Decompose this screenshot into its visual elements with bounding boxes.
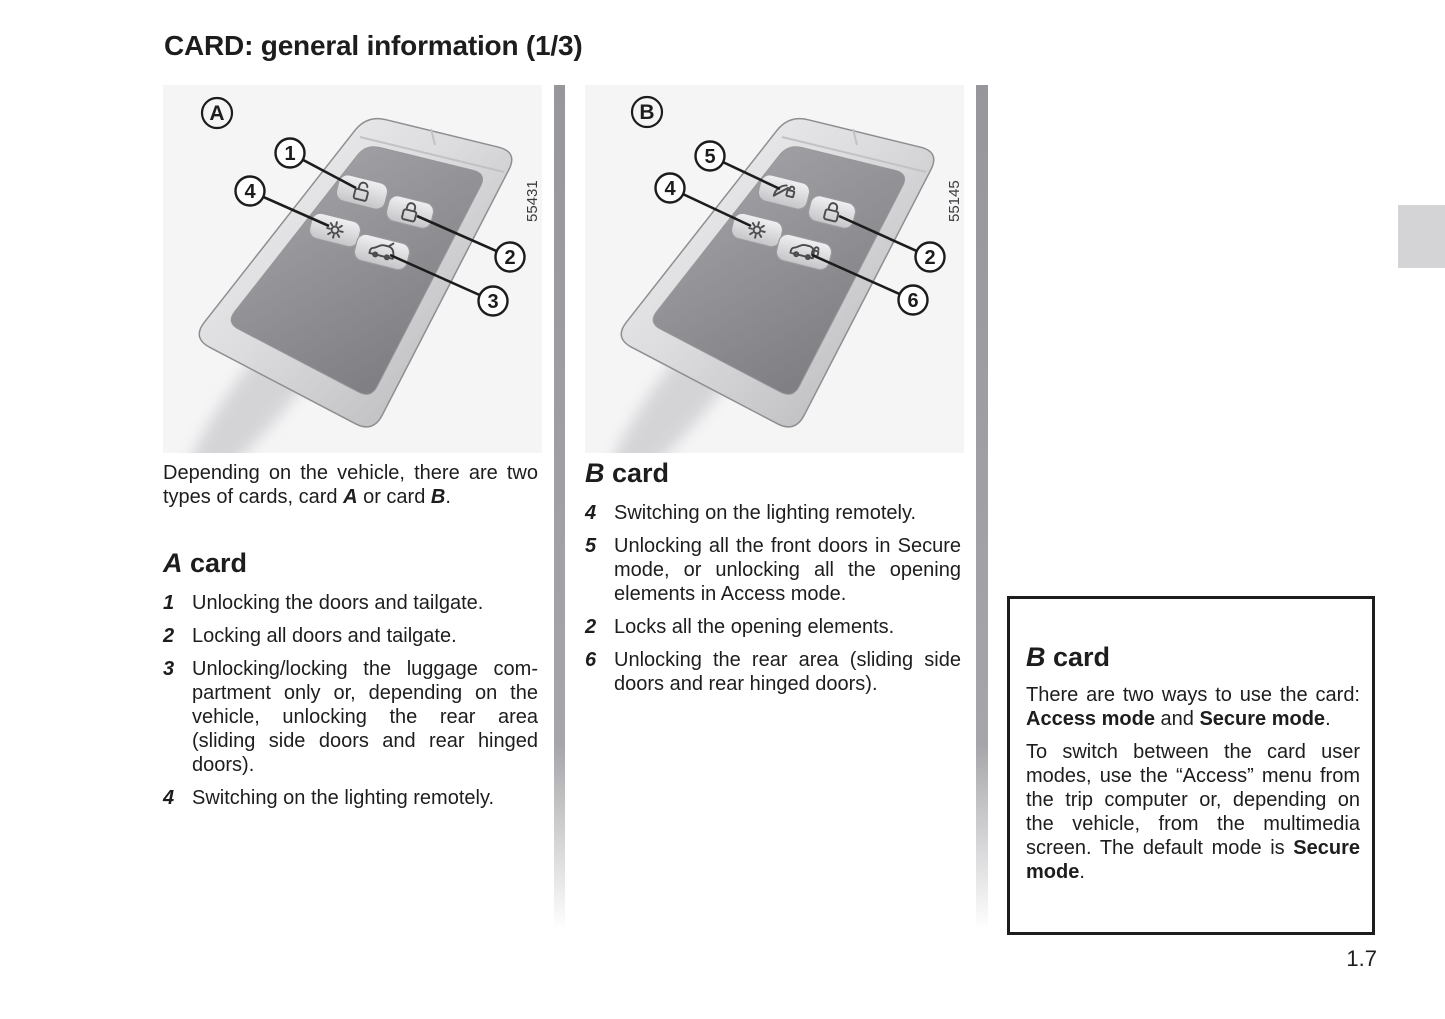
list-item <box>163 657 538 777</box>
page-title: CARD: general information (1/3) <box>164 30 583 61</box>
item-text: Switching on the lighting remotely. <box>192 787 495 809</box>
secure-mode-term: Secure mode <box>1026 837 1360 883</box>
card-a-illustration <box>163 85 542 453</box>
a-card-heading: A card <box>163 548 248 578</box>
left-text-column <box>163 461 538 819</box>
figure-label <box>632 97 662 127</box>
info-box-paragraph: To switch between the card user modes, use the “Access” menu from the trip computer or, depending on the vehicle, from the multimedia screen. The default mode is Secure mode. <box>1026 741 1360 883</box>
info-box-paragraph: There are two ways to use the card: Access mode and Secure mode. <box>1026 684 1360 730</box>
item-text: Locking all doors and tailgate. <box>192 625 457 647</box>
list-item <box>163 624 538 648</box>
page-number: 1.7 <box>1346 946 1377 971</box>
svg-text:6: 6 <box>907 290 919 312</box>
svg-text:3: 3 <box>487 291 499 313</box>
image-reference-number: 55431 <box>524 180 541 222</box>
item-number: 4 <box>163 787 175 809</box>
callout-2 <box>916 243 945 272</box>
callout-4 <box>236 177 265 206</box>
item-number: 4 <box>585 502 597 524</box>
svg-text:2: 2 <box>504 247 516 269</box>
item-text: Unlocking the rear area (sliding side doors and rear hinged doors). <box>614 649 961 695</box>
item-number: 2 <box>163 625 175 647</box>
chapter-edge-tab <box>1398 205 1445 268</box>
figure-b-letter: B <box>639 101 655 124</box>
card-b-illustration <box>585 85 964 453</box>
item-number: 3 <box>163 658 175 680</box>
callout-3 <box>479 287 508 316</box>
figure-card-b <box>585 85 964 453</box>
list-item <box>163 786 538 810</box>
item-number: 5 <box>585 535 597 557</box>
item-number: 1 <box>163 592 175 614</box>
column-divider <box>976 85 988 930</box>
item-text: Locks all the opening elements. <box>614 616 895 638</box>
access-mode-term: Access mode <box>1026 708 1155 730</box>
image-reference-number: 55145 <box>946 180 963 222</box>
list-item <box>585 501 961 525</box>
column-divider <box>554 85 565 930</box>
list-item <box>585 534 961 606</box>
item-text: Switching on the lighting remotely. <box>614 502 917 524</box>
figure-label <box>202 98 232 128</box>
item-number: 2 <box>585 616 597 638</box>
item-text: Unlocking/locking the luggage compartment only or, depending on the vehicle, unlocking the rear area (sliding side doors and rear hinged doors). <box>192 658 538 776</box>
figure-a-letter: A <box>209 102 225 125</box>
callout-5 <box>696 142 725 171</box>
b-card-heading: B card <box>585 458 670 488</box>
b-card-info-box <box>1007 596 1375 935</box>
item-text: Unlocking all the front doors in Secure mode, or unlocking all the opening elements in Access mode. <box>614 535 961 605</box>
svg-text:1: 1 <box>284 143 296 165</box>
secure-mode-term: Secure mode <box>1199 708 1326 730</box>
callout-2 <box>496 243 525 272</box>
svg-text:4: 4 <box>244 181 256 203</box>
callout-4 <box>656 174 685 203</box>
svg-text:4: 4 <box>664 178 676 200</box>
card-a-ref: A <box>343 486 358 508</box>
intro-paragraph: Depending on the vehicle, there are two types of cards, card A or card B. <box>163 462 538 508</box>
callout-1 <box>276 139 305 168</box>
figure-card-a <box>163 85 542 453</box>
list-item <box>585 615 961 639</box>
svg-text:2: 2 <box>924 247 936 269</box>
item-text: Unlocking the doors and tailgate. <box>192 592 484 614</box>
item-number: 6 <box>585 649 597 671</box>
list-item <box>163 591 538 615</box>
callout-6 <box>899 286 928 315</box>
info-box-heading: B card <box>1026 642 1111 672</box>
svg-text:5: 5 <box>704 146 716 168</box>
middle-text-column <box>585 458 961 705</box>
list-item <box>585 648 961 696</box>
card-b-ref: B <box>430 486 446 508</box>
